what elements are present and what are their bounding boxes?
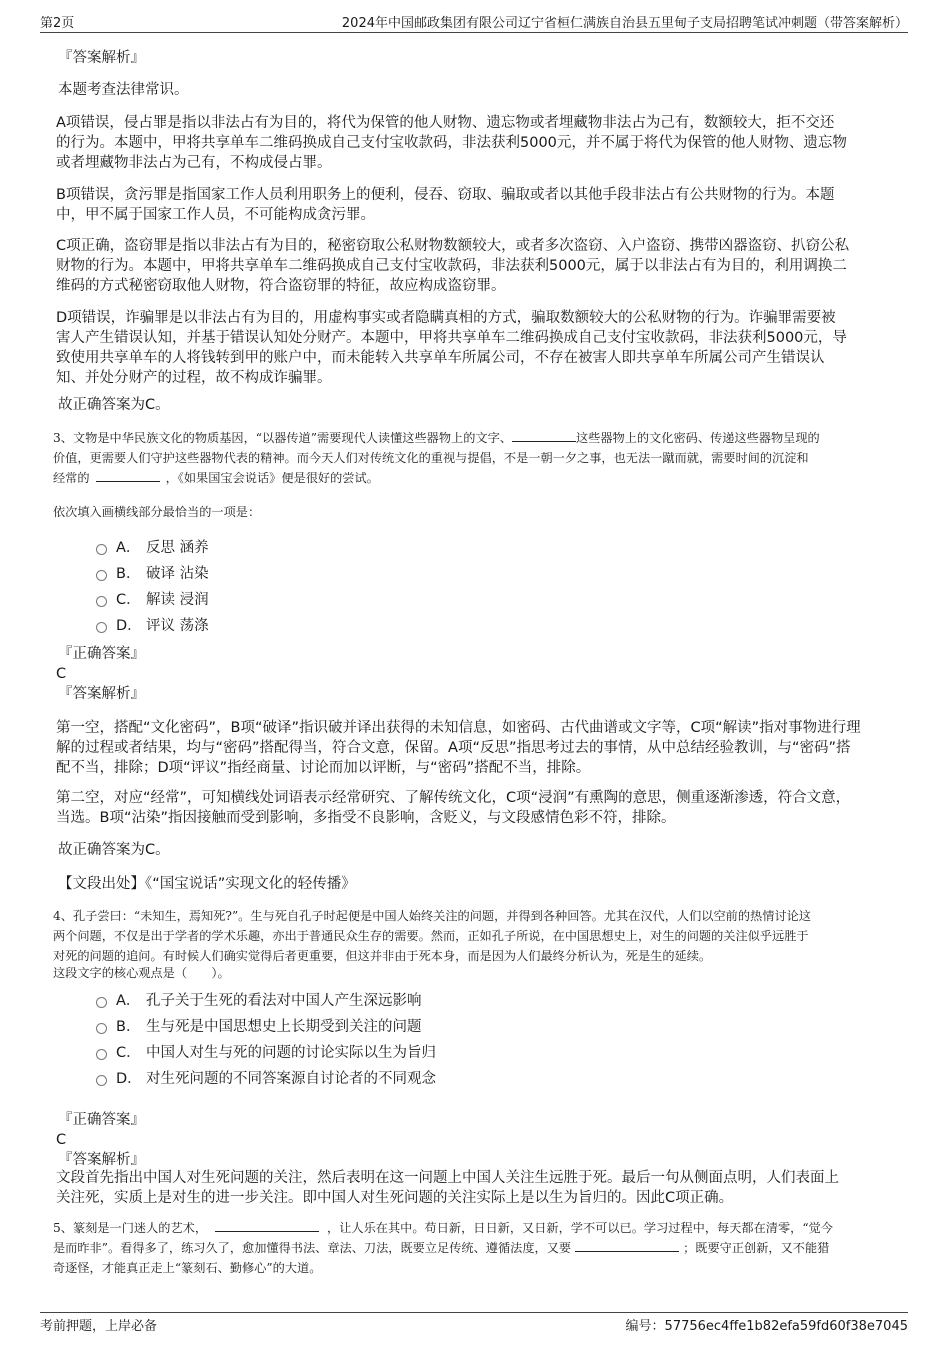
correct-answer: C [56, 1132, 67, 1148]
analysis-paragraph [56, 718, 861, 778]
text-line: 的行为。本题中，甲将共享单车二维码换成自己支付宝收款码，非法获利5000元，并不属于将代为保管的他人财物、遗忘物 [56, 135, 847, 151]
analysis-paragraph [56, 1168, 839, 1208]
correct-answer-label: 『正确答案』 [58, 1112, 145, 1128]
text-line: 当选。B项“沾染”指因接触而受到影响，多指受不良影响，含贬义，与文段感情色彩不符，排除。 [56, 810, 676, 826]
analysis-option-d [56, 308, 847, 388]
final-answer: 故正确答案为C。 [58, 842, 170, 858]
text-line: D项错误，诈骗罪是以非法占有为目的，用虚构事实或者隐瞒真相的方式，骗取数额较大的公私财物的行为。诈骗罪需要被 [56, 310, 836, 326]
option-d[interactable] [96, 616, 209, 636]
option-letter: A． [116, 993, 141, 1009]
analysis-label: 『答案解析』 [58, 1152, 145, 1168]
text-line: 价值，更需要人们守护这些器物代表的精神。而今天人们对传统文化的重视与提倡，不是一朝一夕之事，也无法一蹴而就，需要时间的沉淀和 [53, 451, 809, 465]
option-letter: D． [116, 618, 142, 634]
correct-answer: C [56, 666, 67, 682]
question-4-stem [53, 906, 908, 983]
correct-answer-label: 『正确答案』 [58, 646, 145, 662]
text-segment: 5、篆刻是一门迷人的艺术， [53, 1221, 208, 1235]
option-text: 解读 浸润 [146, 592, 209, 608]
analysis-option-b [56, 185, 834, 225]
fill-blank [575, 1239, 679, 1252]
option-b[interactable] [96, 564, 209, 584]
text-line: 害人产生错误认知，并基于错误认知处分财产。本题中，甲将共享单车二维码换成自己支付宝收款码，非法获利5000元，导 [56, 330, 847, 346]
option-letter: C． [116, 1045, 141, 1061]
text-line: 知、并处分财产的过程，故不构成诈骗罪。 [56, 370, 332, 386]
page-footer [40, 1312, 908, 1334]
text-line: 关注死，实质上是对生的进一步关注。即中国人对生死问题的关注实际上是以生为旨归的。因此C项正确。 [56, 1190, 734, 1206]
analysis-option-c [56, 236, 849, 296]
text-line: 第一空，搭配“文化密码”，B项“破译”指识破并译出获得的未知信息，如密码、古代曲谱或文字等，C项“解读”指对事物进行理 [56, 720, 861, 736]
option-text: 中国人对生与死的问题的讨论实际以生为旨归 [146, 1045, 436, 1061]
radio-icon[interactable] [96, 596, 107, 607]
option-a[interactable] [96, 991, 422, 1011]
text-line: 解的过程或者结果，均与“密码”搭配得当，符合文意，保留。A项“反思”指思考过去的事情，从中总结经验教训，与“密码”搭 [56, 740, 851, 756]
analysis-option-a [56, 113, 847, 173]
option-text: 孔子关于生死的看法对中国人产生深远影响 [146, 993, 422, 1009]
final-answer: 故正确答案为C。 [58, 397, 170, 413]
option-text: 生与死是中国思想史上长期受到关注的问题 [146, 1019, 422, 1035]
text-line: 中，甲不属于国家工作人员，不可能构成贪污罪。 [56, 207, 375, 223]
text-line: 对死的问题的追问。有时候人们确实觉得后者更重要，但这并非由于死本身，而是因为人们最终分析认为，死是生的延续。 [53, 949, 712, 963]
radio-icon[interactable] [96, 544, 107, 555]
fill-blank [96, 469, 160, 482]
text-segment: 3、文物是中华民族文化的物质基因，“以器传道”需要现代人读懂这些器物上的文字、 [53, 431, 512, 445]
option-letter: B． [116, 566, 141, 582]
fill-blank [215, 1219, 319, 1232]
text-segment: ，让人乐在其中。苟日新，日日新，又日新，学不可以已。学习过程中，每天都在清零，“觉今 [327, 1221, 833, 1235]
radio-icon[interactable] [96, 997, 107, 1008]
text-line: 第二空，对应“经常”，可知横线处词语表示经常研究、了解传统文化，C项“浸润”有熏陶的意思，侧重逐渐渗透，符合文意， [56, 790, 851, 806]
text-segment: 经常的 [53, 471, 90, 485]
option-text: 评议 荡涤 [146, 618, 209, 634]
text-segment: ；既要守正创新，又不能猎 [683, 1241, 830, 1255]
radio-icon[interactable] [96, 1075, 107, 1086]
text-line: 两个问题，不仅是出于学者的学术乐趣，亦出于普通民众生存的需要。然而，正如孔子所说，在中国思想史上，对生的问题的关注似乎远胜于 [53, 929, 809, 943]
analysis-label: 『答案解析』 [58, 50, 145, 66]
radio-icon[interactable] [96, 570, 107, 581]
source-citation: 【文段出处】《“国宝说话”实现文化的轻传播》 [58, 876, 356, 892]
page-number: 第2页 [40, 16, 75, 31]
text-line: 这段文字的核心观点是（ ）。 [53, 966, 230, 980]
text-line: 财物的行为。本题中，甲将共享单车二维码换成自己支付宝收款码，非法获利5000元，属于以非法占有为目的，利用调换二 [56, 258, 847, 274]
document-id: 编号：57756ec4ffe1b82efa59fd60f38e7045 [625, 1319, 908, 1334]
option-a[interactable] [96, 538, 209, 558]
fill-blank [512, 429, 576, 442]
document-title: 2024年中国邮政集团有限公司辽宁省桓仁满族自治县五里甸子支局招聘笔试冲刺题（带答案解析） [341, 16, 908, 31]
radio-icon[interactable] [96, 1049, 107, 1060]
text-line: 致使用共享单车的人将钱转到甲的账户中，而未能转入共享单车所属公司，不存在被害人即共享单车所属公司产生错误认 [56, 350, 825, 366]
option-letter: D． [116, 1071, 142, 1087]
text-line: 文段首先指出中国人对生死问题的关注，然后表明在这一问题上中国人关注生远胜于死。最后一句从侧面点明，人们表面上 [56, 1170, 839, 1186]
question-5-stem [53, 1218, 908, 1278]
text-line: 奇逐怪，才能真正走上“篆刻石、勤修心”的大道。 [53, 1261, 322, 1275]
option-text: 破译 沾染 [146, 566, 209, 582]
text-line: 配不当，排除；D项“评议”指经商量、讨论而加以评断，与“密码”搭配不当，排除。 [56, 760, 591, 776]
analysis-intro: 本题考查法律常识。 [58, 82, 189, 98]
question-3-prompt: 依次填入画横线部分最恰当的一项是： [53, 505, 261, 519]
text-line: 4、孔子尝曰：“未知生，焉知死?”。生与死自孔子时起便是中国人始终关注的问题，并得到各种回答。尤其在汉代，人们以空前的热情讨论这 [53, 909, 811, 923]
text-line: 或者埋藏物非法占为己有，不构成侵占罪。 [56, 155, 332, 171]
text-segment: 这些器物上的文化密码、传递这些器物呈现的 [575, 431, 820, 445]
option-c[interactable] [96, 590, 209, 610]
radio-icon[interactable] [96, 1023, 107, 1034]
analysis-label: 『答案解析』 [58, 686, 145, 702]
text-line: A项错误，侵占罪是指以非法占有为目的，将代为保管的他人财物、遗忘物或者埋藏物非法占为己有，数额较大，拒不交还 [56, 115, 835, 131]
option-letter: B． [116, 1019, 141, 1035]
footer-slogan: 考前押题，上岸必备 [40, 1319, 158, 1334]
radio-icon[interactable] [96, 622, 107, 633]
page-header [40, 12, 908, 33]
text-line: C项正确，盗窃罪是指以非法占有为目的，秘密窃取公私财物数额较大，或者多次盗窃、入户盗窃、携带凶器盗窃、扒窃公私 [56, 238, 850, 254]
analysis-paragraph [56, 788, 850, 828]
option-c[interactable] [96, 1043, 436, 1063]
text-line: B项错误，贪污罪是指国家工作人员利用职务上的便利，侵吞、窃取、骗取或者以其他手段非法占有公共财物的行为。本题 [56, 187, 835, 203]
text-segment: 是而昨非”。看得多了，练习久了，愈加懂得书法、章法、刀法，既要立足传统、遵循法度，又要 [53, 1241, 572, 1255]
text-line: 维码的方式秘密窃取他人财物，符合盗窃罪的特征，故应构成盗窃罪。 [56, 278, 506, 294]
option-text: 反思 涵养 [146, 540, 209, 556]
option-letter: C． [116, 592, 141, 608]
option-text: 对生死问题的不同答案源自讨论者的不同观念 [146, 1071, 436, 1087]
option-d[interactable] [96, 1069, 436, 1089]
option-letter: A． [116, 540, 141, 556]
question-3-stem [53, 428, 908, 488]
option-b[interactable] [96, 1017, 422, 1037]
text-segment: ，《如果国宝会说话》便是很好的尝试。 [165, 471, 379, 485]
